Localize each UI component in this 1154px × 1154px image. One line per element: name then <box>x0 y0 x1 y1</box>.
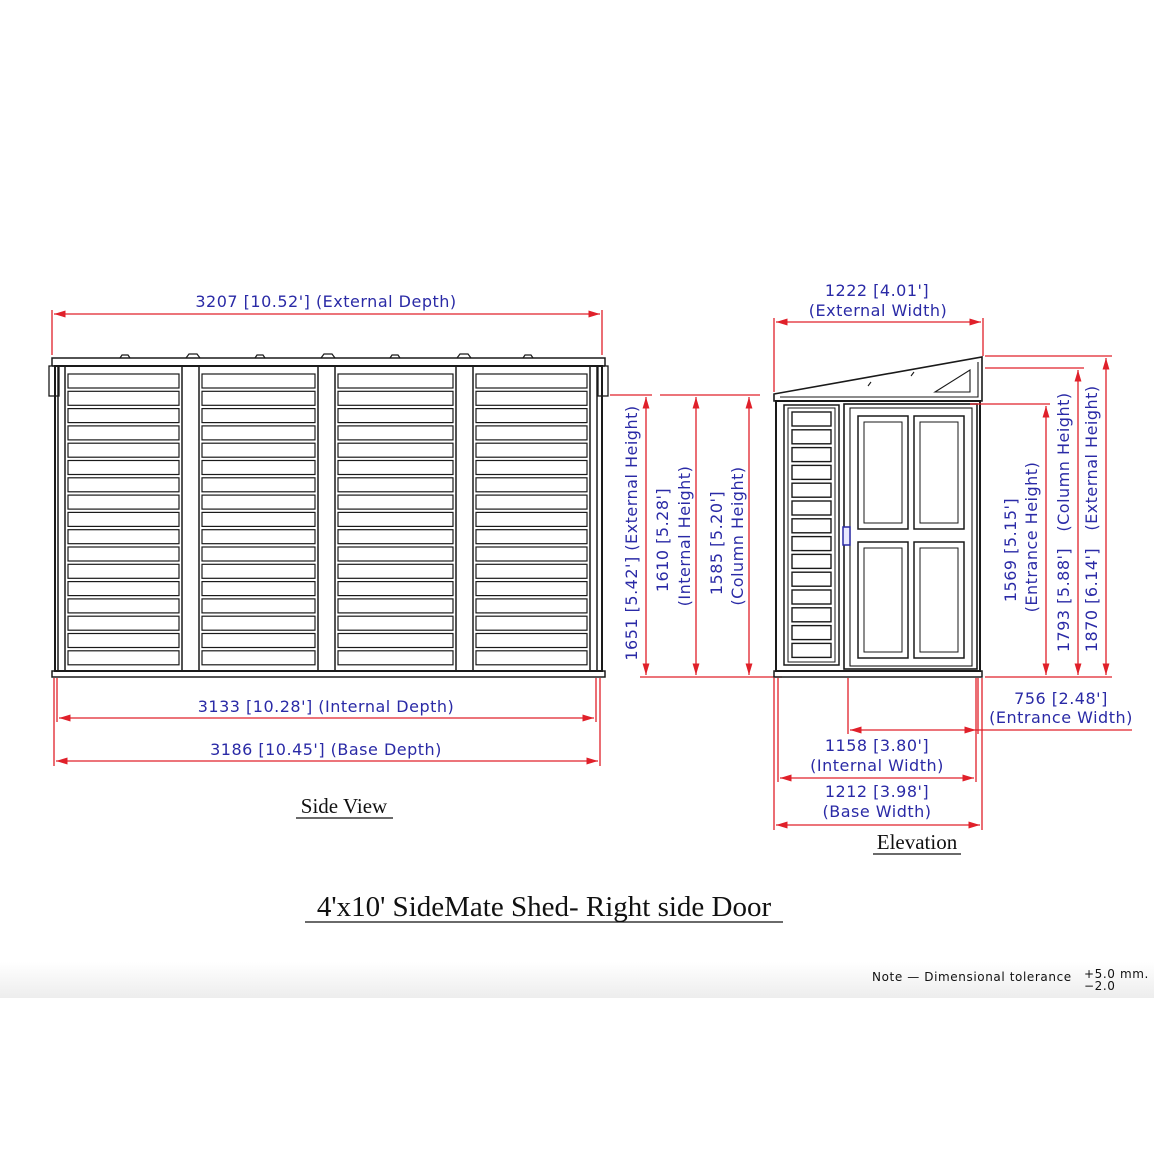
base-depth-label: 3186 [10.45'] (Base Depth) <box>210 740 442 759</box>
wall-slat <box>202 530 315 544</box>
wall-slat <box>68 582 179 596</box>
wall-slat <box>68 616 179 630</box>
wall-slat <box>476 547 587 561</box>
entrance-height-label: (Entrance Height) <box>1022 461 1041 613</box>
side-column-height-value: 1585 [5.20'] <box>707 490 726 596</box>
wall-slat <box>338 512 453 526</box>
elevation-caption: Elevation <box>876 830 958 854</box>
wall-slat <box>68 461 179 475</box>
wall-slat <box>68 426 179 440</box>
wall-slat <box>202 616 315 630</box>
wall-slat <box>476 616 587 630</box>
wall-slat <box>202 634 315 648</box>
side-internal-height-value: 1610 [5.28'] <box>653 487 672 593</box>
wall-slat <box>338 599 453 613</box>
wall-slat <box>476 599 587 613</box>
external-depth-label: 3207 [10.52'] (External Depth) <box>195 292 457 311</box>
door-handle <box>843 527 850 545</box>
page-title: 4'x10' SideMate Shed- Right side Door <box>316 891 772 923</box>
wall-slat <box>338 478 453 492</box>
wall-slat <box>202 564 315 578</box>
panel-slat <box>792 626 831 640</box>
wall-slat <box>68 530 179 544</box>
wall-slat <box>476 461 587 475</box>
panel-slat <box>792 608 831 622</box>
internal-width-label: (Internal Width) <box>810 756 944 775</box>
elevation-shed <box>774 357 982 677</box>
base-width-label: (Base Width) <box>822 802 932 821</box>
panel-slat <box>792 590 831 604</box>
wall-slat <box>338 374 453 388</box>
elevation-column-height-value: 1793 [5.88'] <box>1054 547 1073 653</box>
wall-slat <box>68 374 179 388</box>
panel-slat <box>792 501 831 515</box>
wall-slat <box>476 478 587 492</box>
wall-slat <box>338 391 453 405</box>
panel-slat <box>792 537 831 551</box>
wall-slat <box>476 512 587 526</box>
panel-slat <box>792 483 831 497</box>
wall-slat <box>476 634 587 648</box>
elevation-external-height-value: 1870 [6.14'] <box>1082 547 1101 653</box>
note-minus: −2.0 <box>1084 979 1116 993</box>
wall-slat <box>68 443 179 457</box>
side-view-caption: Side View <box>300 794 388 818</box>
elevation-panel-slats <box>792 412 831 657</box>
entrance-width-label: (Entrance Width) <box>989 708 1133 727</box>
external-width-value: 1222 [4.01'] <box>824 281 930 300</box>
wall-slat <box>202 599 315 613</box>
wall-slat <box>68 564 179 578</box>
wall-slat <box>202 461 315 475</box>
internal-width-value: 1158 [3.80'] <box>824 736 930 755</box>
wall-slat <box>476 651 587 665</box>
wall-slat <box>202 478 315 492</box>
note-plus: +5.0 mm. <box>1084 967 1149 981</box>
tolerance-note <box>872 967 1149 993</box>
wall-slat <box>338 443 453 457</box>
panel-slat <box>792 412 831 426</box>
wall-slat <box>338 564 453 578</box>
note-text: Note — Dimensional tolerance <box>872 970 1072 984</box>
wall-slat <box>338 651 453 665</box>
wall-slat <box>68 512 179 526</box>
wall-slat <box>476 409 587 423</box>
entrance-height-value: 1569 [5.15'] <box>1001 497 1020 603</box>
wall-slat <box>338 426 453 440</box>
wall-slat <box>476 391 587 405</box>
wall-slat <box>202 547 315 561</box>
wall-slat <box>202 426 315 440</box>
wall-slat <box>202 651 315 665</box>
door-panels <box>858 416 964 658</box>
wall-slat <box>68 547 179 561</box>
internal-depth-label: 3133 [10.28'] (Internal Depth) <box>197 697 455 716</box>
elevation-column-height-label: (Column Height) <box>1054 392 1073 532</box>
elevation-external-height-label: (External Height) <box>1082 385 1101 531</box>
panel-slat <box>792 554 831 568</box>
wall-slat <box>338 582 453 596</box>
wall-slat <box>202 443 315 457</box>
wall-slat <box>202 391 315 405</box>
wall-slat <box>68 478 179 492</box>
wall-slat <box>68 599 179 613</box>
panel-slat <box>792 519 831 533</box>
wall-slat <box>476 564 587 578</box>
wall-slat <box>202 374 315 388</box>
wall-slat <box>68 495 179 509</box>
panel-slat <box>792 465 831 479</box>
panel-slat <box>792 448 831 462</box>
panel-slat <box>792 430 831 444</box>
wall-slat <box>476 495 587 509</box>
side-view-labels <box>195 292 747 759</box>
side-view-wall-slats <box>68 374 587 665</box>
wall-slat <box>202 409 315 423</box>
side-view-shed <box>49 354 608 677</box>
panel-slat <box>792 643 831 657</box>
wall-slat <box>338 495 453 509</box>
wall-slat <box>68 409 179 423</box>
wall-slat <box>68 391 179 405</box>
wall-slat <box>338 634 453 648</box>
wall-slat <box>202 582 315 596</box>
entrance-width-value: 756 [2.48'] <box>1014 689 1108 708</box>
external-width-label: (External Width) <box>808 301 948 320</box>
wall-slat <box>202 512 315 526</box>
side-column-height-label: (Column Height) <box>728 466 747 606</box>
wall-slat <box>68 651 179 665</box>
wall-slat <box>338 616 453 630</box>
side-external-height-label: 1651 [5.42'] (External Height) <box>622 405 641 661</box>
wall-slat <box>476 582 587 596</box>
wall-slat <box>476 374 587 388</box>
wall-slat <box>338 409 453 423</box>
panel-slat <box>792 572 831 586</box>
wall-slat <box>476 426 587 440</box>
wall-slat <box>338 461 453 475</box>
wall-slat <box>476 443 587 457</box>
side-internal-height-label: (Internal Height) <box>675 465 694 607</box>
wall-slat <box>338 530 453 544</box>
wall-slat <box>68 634 179 648</box>
wall-slat <box>476 530 587 544</box>
wall-slat <box>202 495 315 509</box>
wall-slat <box>338 547 453 561</box>
base-width-value: 1212 [3.98'] <box>824 782 930 801</box>
